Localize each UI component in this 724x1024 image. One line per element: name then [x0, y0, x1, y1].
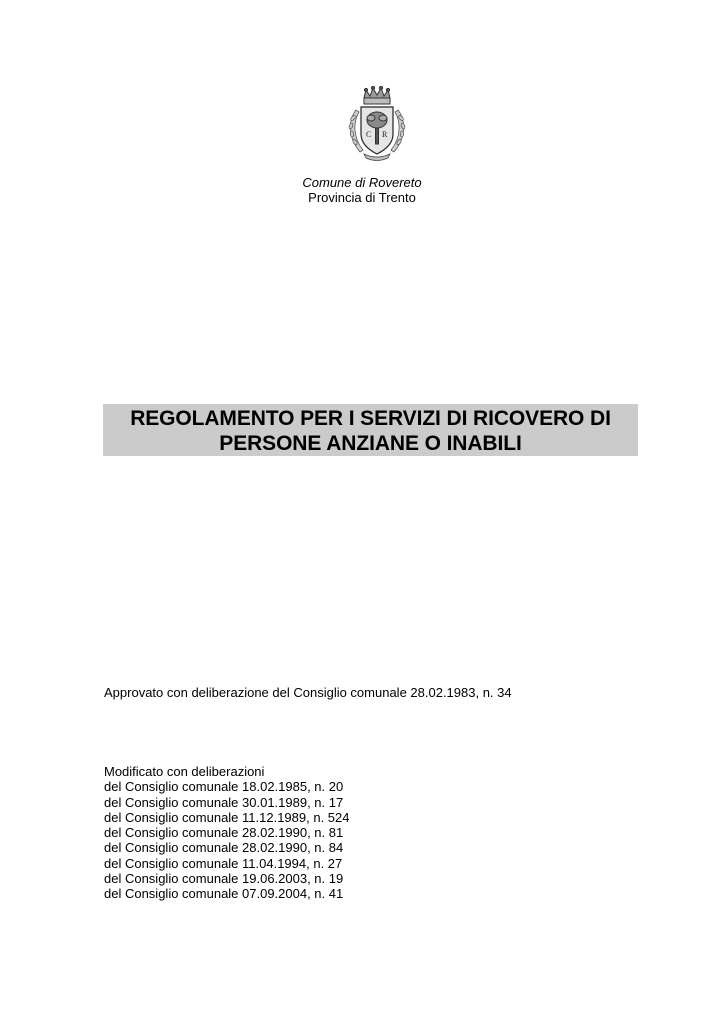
- approval-statement: Approvato con deliberazione del Consiglio comunale 28.02.1983, n. 34: [104, 685, 512, 700]
- svg-text:R: R: [382, 130, 388, 139]
- svg-text:C: C: [366, 130, 372, 139]
- list-item: del Consiglio comunale 11.04.1994, n. 27: [104, 855, 343, 871]
- list-item: del Consiglio comunale 11.12.1989, n. 524: [104, 809, 350, 825]
- modifications-heading: Modificato con deliberazioni: [104, 764, 265, 779]
- list-item: del Consiglio comunale 28.02.1990, n. 81: [104, 825, 344, 841]
- list-item: del Consiglio comunale 28.02.1990, n. 84: [104, 840, 344, 856]
- modifications-list: [104, 764, 350, 902]
- list-item: del Consiglio comunale 30.01.1989, n. 17: [104, 794, 344, 810]
- municipality-header: [0, 175, 724, 205]
- document-title: [103, 404, 638, 456]
- title-line-1: REGOLAMENTO PER I SERVIZI DI RICOVERO DI: [130, 407, 611, 430]
- coat-of-arms-icon: [342, 84, 412, 162]
- list-item: del Consiglio comunale 19.06.2003, n. 19: [104, 871, 344, 887]
- province-name: Provincia di Trento: [308, 190, 416, 205]
- title-line-2: PERSONE ANZIANE O INABILI: [219, 432, 522, 455]
- list-item: del Consiglio comunale 18.02.1985, n. 20: [104, 779, 344, 795]
- municipality-name: Comune di Rovereto: [302, 175, 422, 190]
- list-item: del Consiglio comunale 07.09.2004, n. 41: [104, 886, 344, 902]
